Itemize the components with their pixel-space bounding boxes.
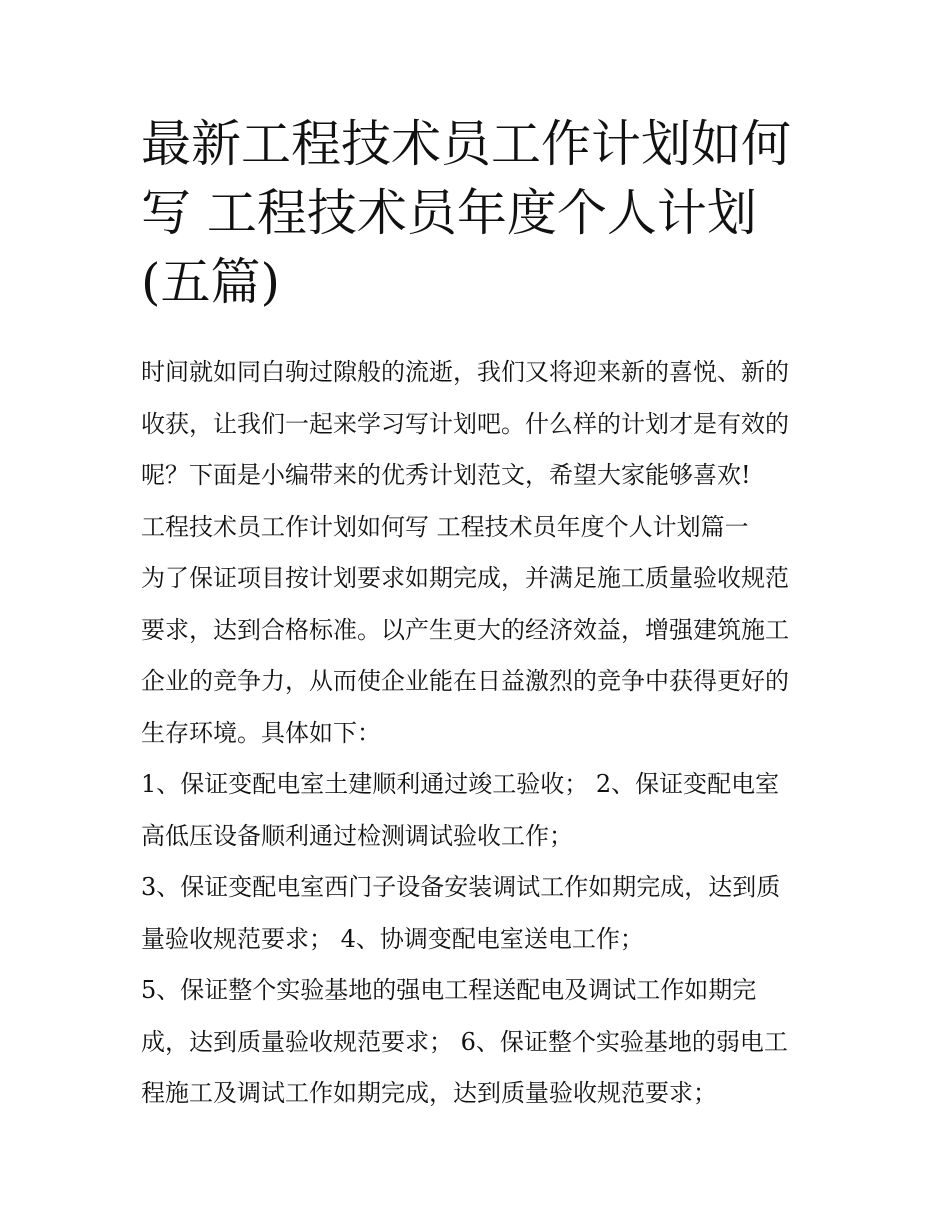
body-line: 要求，达到合格标准。以产生更大的经济效益，增强建筑施工 (141, 615, 789, 644)
body-line: 生存环境。具体如下： (141, 718, 381, 747)
document-body (141, 347, 821, 1120)
list-item: 成，达到质量验收规范要求； 6、保证整个实验基地的弱电工 (141, 1027, 788, 1056)
body-line: 呢？下面是小编带来的优秀计划范文，希望大家能够喜欢! (141, 461, 751, 489)
list-item: 3、保证变配电室西门子设备安装调试工作如期完成，达到质 (141, 873, 781, 901)
list-item: 高低压设备顺利通过检测调试验收工作； (141, 821, 573, 850)
body-line: 为了保证项目按计划要求如期完成，并满足施工质量验收规范 (141, 564, 789, 592)
document-content (141, 110, 821, 1120)
list-item: 5、保证整个实验基地的强电工程送配电及调试工作如期完 (141, 976, 757, 1004)
document-title (141, 110, 821, 317)
title-line: (五篇) (141, 253, 281, 311)
list-item: 1、保证变配电室土建顺利通过竣工验收； 2、保证变配电室 (141, 770, 780, 798)
list-item: 量验收规范要求； 4、协调变配电室送电工作； (141, 924, 644, 953)
body-line: 时间就如同白驹过隙般的流逝，我们又将迎来新的喜悦、新的 (141, 358, 789, 386)
body-line: 收获，让我们一起来学习写计划吧。什么样的计划才是有效的 (141, 409, 789, 438)
title-line: 写 工程技术员年度个人计划 (141, 184, 757, 242)
section-heading: 工程技术员工作计划如何写 工程技术员年度个人计划篇一 (141, 512, 749, 541)
list-item: 程施工及调试工作如期完成，达到质量验收规范要求； (141, 1079, 717, 1107)
title-line: 最新工程技术员工作计划如何 (141, 115, 791, 173)
body-line: 企业的竞争力，从而使企业能在日益激烈的竞争中获得更好的 (141, 667, 789, 695)
